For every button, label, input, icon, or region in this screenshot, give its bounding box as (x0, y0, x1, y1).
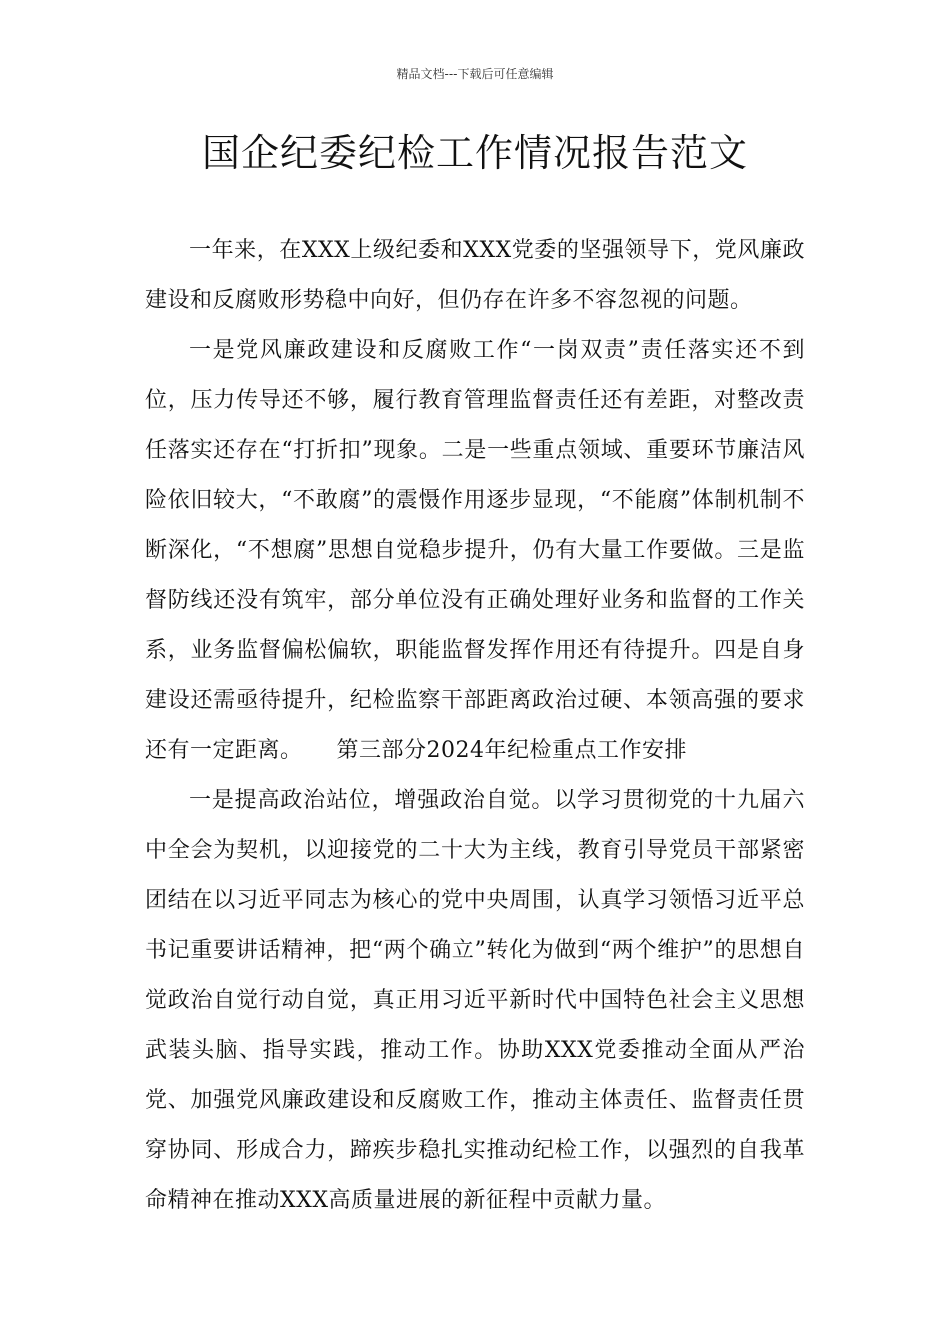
document-body (145, 226, 805, 1226)
paragraph-intro: 一年来，在XXX上级纪委和XXX党委的坚强领导下，党风廉政建设和反腐败形势稳中向好，但仍存在许多不容忽视的问题。 (145, 238, 805, 313)
page-header: 精品文档---下载后可任意编辑 (396, 67, 554, 81)
paragraph-plan: 一是提高政治站位，增强政治自觉。以学习贯彻党的十九届六中全会为契机，以迎接党的二十大为主线，教育引导党员干部紧密团结在以习近平同志为核心的党中央周围，认真学习领悟习近平总书记重要讲话精神，把“两个确立”转化为做到“两个维护”的思想自觉政治自觉行动自觉，真正用习近平新时代中国特色社会主义思想武装头脑、指导实践，推动工作。协助XXX党委推动全面从严治党、加强党风廉政建设和反腐败工作，推动主体责任、监督责任贯穿协同、形成合力，蹄疾步稳扎实推动纪检工作，以强烈的自我革命精神在推动XXX高质量进展的新征程中贡献力量。 (145, 788, 805, 1213)
paragraph-problems: 一是党风廉政建设和反腐败工作“一岗双责”责任落实还不到位，压力传导还不够，履行教育管理监督责任还有差距，对整改责任落实还存在“打折扣”现象。二是一些重点领域、重要环节廉洁风险依旧较大，“不敢腐”的震慑作用逐步显现，“不能腐”体制机制不断深化，“不想腐”思想自觉稳步提升，仍有大量工作要做。三是监督防线还没有筑牢，部分单位没有正确处理好业务和监督的工作关系，业务监督偏松偏软，职能监督发挥作用还有待提升。四是自身建设还需亟待提升，纪检监察干部距离政治过硬、本领高强的要求还有一定距离。 第三部分2024年纪检重点工作安排 (145, 338, 805, 763)
document-title: 国企纪委纪检工作情况报告范文 (201, 131, 748, 175)
